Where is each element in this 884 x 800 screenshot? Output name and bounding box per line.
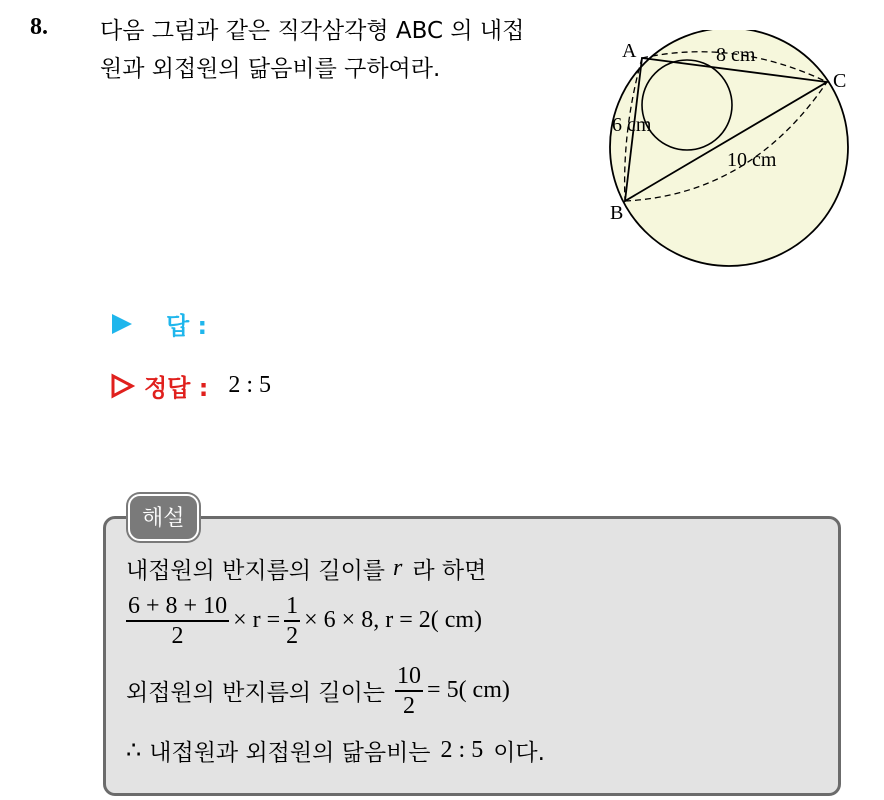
equation-tail: = 5( cm) <box>427 677 510 704</box>
label-side-bc: 10 cm <box>727 149 777 171</box>
question-text <box>100 12 590 88</box>
question-line-2: 원과 외접원의 닮음비를 구하여라. <box>100 56 441 82</box>
solution-line-1 <box>126 552 486 585</box>
variable-r: r <box>393 555 403 581</box>
label-b: B <box>610 202 624 224</box>
correct-answer-label: 정답 : <box>144 374 209 402</box>
correct-answer-value: 2 : 5 <box>228 372 271 398</box>
fraction-denominator: 2 <box>286 622 299 649</box>
fraction-numerator: 10 <box>397 663 422 689</box>
solution-line-4 <box>126 734 545 767</box>
equation-tail: × 6 × 8, r = 2( cm) <box>304 607 483 634</box>
equation-middle: × r = <box>233 607 281 634</box>
solution-line-1-tail: 라 하면 <box>412 558 487 584</box>
solution-line-4-text: 내접원과 외접원의 닮음비는 <box>149 740 431 766</box>
fraction-half <box>284 592 300 650</box>
triangle-circle-figure <box>600 30 850 270</box>
fraction-perimeter <box>126 592 229 650</box>
ratio-value: 2 : 5 <box>440 737 484 763</box>
label-c: C <box>833 70 847 92</box>
solution-line-4-tail: 이다. <box>493 740 545 766</box>
answer-row <box>110 306 207 341</box>
label-side-ac: 8 cm <box>716 44 756 66</box>
solution-equation-1 <box>126 592 482 650</box>
label-a: A <box>622 40 637 62</box>
solution-line-3-text: 외접원의 반지름의 길이는 <box>126 680 386 707</box>
question-line-1: 다음 그림과 같은 직각삼각형 ABC 의 내접 <box>100 18 525 44</box>
solution-tag: 해설 <box>128 494 199 541</box>
play-arrow-icon <box>110 312 134 336</box>
answer-label: 답 : <box>166 312 208 340</box>
correct-answer-row <box>110 368 271 403</box>
question-number: 8. <box>30 14 48 40</box>
incircle <box>642 60 732 150</box>
fraction-denominator: 2 <box>171 622 184 649</box>
fraction-numerator: 6 + 8 + 10 <box>128 593 228 619</box>
fraction-numerator: 1 <box>286 593 299 619</box>
fraction-denominator: 2 <box>403 692 416 719</box>
fraction-radius <box>395 662 423 720</box>
therefore-symbol: ∴ <box>126 738 142 764</box>
solution-line-3 <box>126 662 510 720</box>
outline-arrow-icon <box>110 373 136 399</box>
label-side-ab: 6 cm <box>612 114 652 136</box>
solution-line-1-text: 내접원의 반지름의 길이를 <box>126 558 386 584</box>
